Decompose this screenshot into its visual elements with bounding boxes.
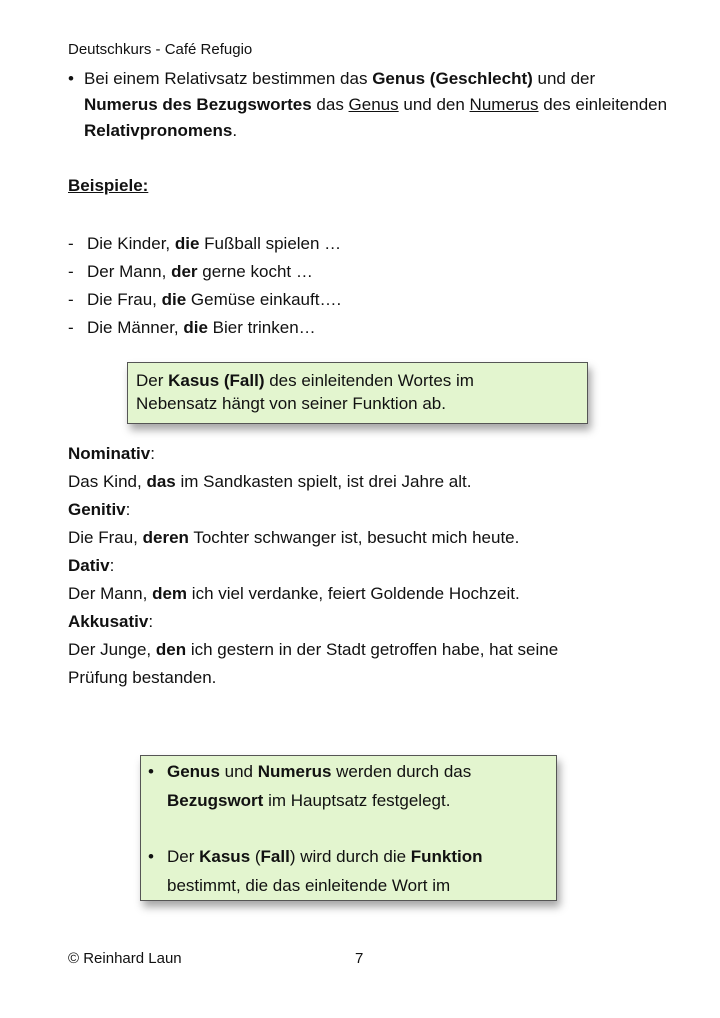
example-pronoun: die (183, 318, 208, 337)
intro-text-part: und den (398, 95, 470, 114)
case-colon: : (150, 444, 155, 463)
intro-underlined-genus: Genus (348, 95, 399, 114)
sentence-pronoun: das (146, 472, 176, 491)
box-text: des einleitenden Wortes im (264, 371, 474, 390)
list-item (68, 258, 341, 286)
sentence-text: Der Mann, (68, 584, 153, 603)
box-bold-kasus: Kasus (Fall) (168, 371, 265, 390)
example-text: Fußball spielen … (199, 234, 342, 253)
case-sentence-genitiv (68, 524, 668, 552)
case-colon: : (109, 556, 115, 575)
summary-text-part: im Hauptsatz festgelegt. (263, 791, 451, 810)
intro-text-part: des einleitenden (538, 95, 668, 114)
case-label: Genitiv (68, 500, 126, 519)
sentence-text: ich gestern in der Stadt getroffen habe, hat seine (186, 640, 559, 659)
page-header: Deutschkurs - Café Refugio (68, 41, 253, 58)
summary-bold: Kasus (199, 847, 251, 866)
example-text: Die Kinder, (87, 234, 175, 253)
box-text: Der (136, 371, 169, 390)
case-label: Akkusativ (68, 612, 149, 631)
case-heading-dativ (68, 552, 668, 580)
sentence-text: ich viel verdanke, feiert Goldende Hochzeit. (187, 584, 520, 603)
case-heading-akkusativ (68, 608, 668, 636)
sentence-text: Die Frau, (68, 528, 143, 547)
examples-list (68, 230, 341, 342)
case-examples (68, 440, 668, 692)
dash-icon: - (68, 262, 74, 281)
bullet-icon: • (148, 847, 154, 866)
kasus-info-box (127, 362, 588, 424)
intro-underlined-numerus: Numerus (469, 95, 539, 114)
summary-item-genus (148, 757, 548, 815)
summary-text (167, 842, 548, 900)
dash-icon: - (68, 318, 74, 337)
case-heading-nominativ (68, 440, 668, 468)
intro-text-part: und der (532, 69, 596, 88)
box-text: Nebensatz hängt von seiner Funktion ab. (136, 394, 446, 413)
sentence-pronoun: deren (142, 528, 189, 547)
intro-bold-relativpronomen: Relativpronomens (84, 121, 233, 140)
dash-icon: - (68, 234, 74, 253)
summary-text-part: und (219, 762, 258, 781)
summary-text (167, 757, 548, 815)
list-item (68, 286, 341, 314)
summary-text-part: ) wird durch die (289, 847, 411, 866)
bullet-icon: • (68, 69, 74, 88)
summary-item-kasus (148, 842, 548, 900)
intro-text (84, 66, 668, 144)
intro-text-part: Bei einem Relativsatz bestimmen das (84, 69, 373, 88)
summary-text-part: ( (250, 847, 261, 866)
summary-bold: Bezugswort (167, 791, 264, 810)
sentence-text: Tochter schwanger ist, besucht mich heute. (188, 528, 520, 547)
example-pronoun: der (171, 262, 198, 281)
case-sentence-akkusativ (68, 636, 668, 664)
intro-text-part: . (232, 121, 238, 140)
example-text: Die Männer, (87, 318, 184, 337)
case-sentence-dativ (68, 580, 668, 608)
example-pronoun: die (174, 234, 200, 253)
summary-text-part: Der (167, 847, 200, 866)
case-sentence-akkusativ-continued: Prüfung bestanden. (68, 668, 217, 687)
footer-copyright: © Reinhard Laun (68, 950, 182, 967)
case-label: Nominativ (68, 444, 151, 463)
summary-text-part: werden durch das (331, 762, 472, 781)
example-text: gerne kocht … (197, 262, 313, 281)
page-number: 7 (355, 950, 364, 967)
case-label: Dativ (68, 556, 110, 575)
case-heading-genitiv (68, 496, 668, 524)
sentence-text: Der Junge, (68, 640, 156, 659)
case-colon: : (148, 612, 154, 631)
summary-bold: Genus (167, 762, 220, 781)
intro-text-part: das (311, 95, 349, 114)
sentence-pronoun: dem (152, 584, 188, 603)
intro-bold-genus: Genus (Geschlecht) (372, 69, 533, 88)
examples-heading: Beispiele: (68, 176, 149, 195)
sentence-text: im Sandkasten spielt, ist drei Jahre alt. (175, 472, 472, 491)
example-text: Gemüse einkauft…. (186, 290, 342, 309)
summary-box (140, 755, 557, 901)
intro-bold-numerus: Numerus des Bezugswortes (84, 95, 312, 114)
sentence-pronoun: den (155, 640, 187, 659)
case-sentence-nominativ (68, 468, 668, 496)
example-text: Bier trinken… (207, 318, 316, 337)
summary-bold: Funktion (410, 847, 483, 866)
summary-bold: Fall (260, 847, 290, 866)
summary-bold: Numerus (257, 762, 332, 781)
dash-icon: - (68, 290, 74, 309)
example-text: Der Mann, (87, 262, 172, 281)
list-item (68, 230, 341, 258)
bullet-icon: • (148, 762, 154, 781)
example-text: Die Frau, (87, 290, 162, 309)
case-colon: : (125, 500, 131, 519)
summary-text-part: bestimmt, die das einleitende Wort im (167, 876, 451, 895)
list-item (68, 314, 341, 342)
intro-paragraph (68, 66, 668, 144)
example-pronoun: die (161, 290, 187, 309)
sentence-text: Das Kind, (68, 472, 147, 491)
